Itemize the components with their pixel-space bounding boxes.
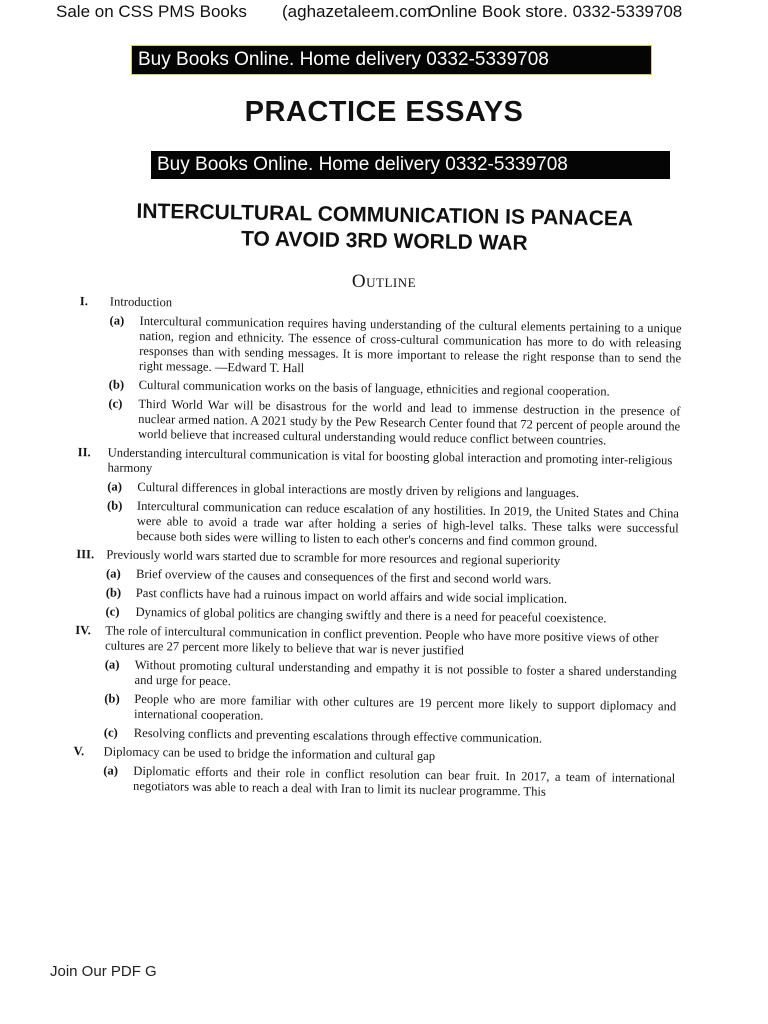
buy-books-banner-middle: Buy Books Online. Home delivery 0332-5339708 [151, 151, 670, 179]
footer-watermark-fragment: Join Our PDF G [50, 963, 157, 980]
item-text: Intercultural communication can reduce escalation of any hostilities. In 2019, the United States and China were able to avoid a trade war after holding a series of high-level talks. These talks were successful because both sides were willing to listen to each other's concerns and find common ground. [136, 498, 680, 550]
item-text: Dynamics of global politics are changing swiftly and there is a need for peaceful coexistence. [135, 604, 607, 626]
section-title: Understanding intercultural communication is vital for boosting global interaction and promoting inter-religious harmony [107, 445, 673, 476]
section-title: Introduction [109, 294, 173, 310]
outline-item [109, 314, 682, 382]
item-label: (b) [105, 585, 122, 600]
outline-item [104, 657, 676, 695]
section-title: The role of intercultural communication in conflict prevention. People who have more positive views of other cultures are 27 percent more likely to believe that war is never justified [104, 623, 659, 658]
item-text: Past conflicts have had a ruinous impact on world affairs and wide social implication. [135, 585, 568, 606]
outline-section-5 [67, 744, 676, 801]
outline-section-3 [69, 547, 678, 627]
essay-title-line-1: INTERCULTURAL COMMUNICATION IS PANACEA [136, 199, 634, 231]
item-label: (b) [106, 498, 123, 513]
top-watermark [0, 0, 768, 24]
item-label: (a) [104, 657, 120, 672]
item-label: (c) [108, 396, 123, 411]
item-text: Without promoting cultural understanding and empathy it is not possible to foster a shared understanding and urge for peace. [134, 657, 677, 689]
item-label: (b) [104, 691, 120, 706]
section-number: I. [79, 294, 89, 309]
item-text: Brief overview of the causes and consequences of the first and second world wars. [135, 566, 552, 587]
section-title: Previously world wars started due to scramble for more resources and regional superiority [106, 547, 561, 568]
outline-section-1 [72, 294, 682, 449]
item-text: Intercultural communication requires having understanding of the cultural elements pertaining to a unique nation, region and ethnicity. The essence of cross-cultural communication has more to do with releasing responses than with sending messages. It is more important to release the right response than to send the right message. —Edward T. Hall [138, 313, 682, 376]
item-label: (a) [105, 566, 121, 581]
item-label: (a) [107, 479, 123, 494]
section-number: IV. [75, 623, 91, 638]
outline-body [67, 290, 682, 801]
section-title: Diplomacy can be used to bridge the information and cultural gap [103, 744, 436, 764]
watermark-sale-text: Sale on CSS PMS Books [56, 2, 247, 21]
item-label: (a) [103, 763, 119, 778]
outline-item [103, 763, 675, 801]
item-text: Diplomatic efforts and their role in conflict resolution can bear fruit. In 2017, a team of international negotiators was able to reach a deal with Iran to limit its nuclear programme. This [132, 763, 676, 799]
item-text: People who are more familiar with other cultures are 19 percent more likely to support diplomacy and international cooperation. [133, 691, 677, 723]
outline-section-4 [68, 623, 678, 748]
item-text: Third World War will be disastrous for the world and lead to immense destruction in the presence of nuclear armed nation. A 2021 study by the Pew Research Center found that 72 percent of people around the world believe that increased cultural understanding would reduce conflict between countries. [137, 396, 681, 448]
outline-item [106, 498, 679, 551]
watermark-website-text: (aghazetaleem.com [282, 2, 432, 21]
item-text: Resolving conflicts and preventing escalations through effective communication. [133, 725, 543, 746]
section-number: II. [77, 445, 91, 460]
buy-books-banner-top: Buy Books Online. Home delivery 0332-5339708 [132, 46, 651, 74]
item-label: (a) [109, 313, 125, 328]
essay-title-line-2: TO AVOID 3RD WORLD WAR [240, 227, 528, 255]
outline-item [104, 691, 676, 729]
item-text: Cultural communication works on the basis of language, ethnicities and regional cooperation. [138, 377, 610, 399]
outline-section-2 [70, 445, 679, 551]
section-number: V. [73, 744, 85, 759]
item-label: (c) [103, 725, 118, 740]
item-label: (c) [105, 604, 120, 619]
item-label: (b) [108, 377, 125, 392]
section-number: III. [76, 547, 95, 562]
watermark-store-text: Online Book store. 0332-5339708 [428, 2, 683, 21]
outline-item [108, 396, 681, 449]
outline-heading: Outline [351, 271, 417, 292]
page-title: PRACTICE ESSAYS [244, 96, 524, 128]
essay-title [89, 198, 680, 259]
item-text: Cultural differences in global interactions are mostly driven by religions and languages. [137, 479, 580, 501]
